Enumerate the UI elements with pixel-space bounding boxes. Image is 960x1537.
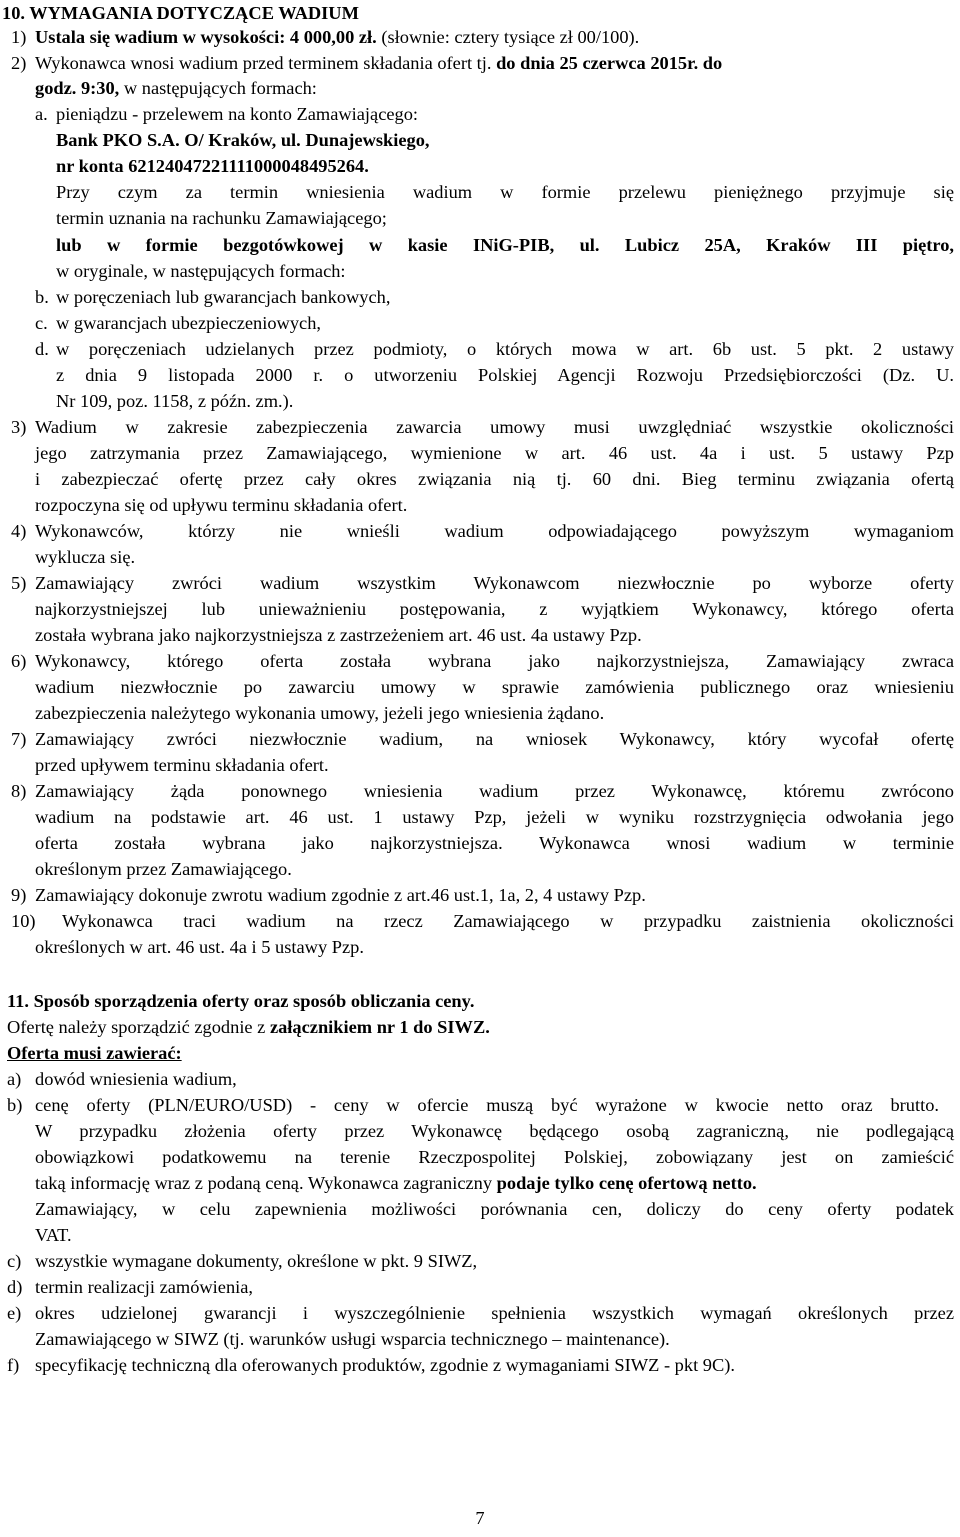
page-number: 7 <box>475 1508 485 1528</box>
document-page: 10. WYMAGANIA DOTYCZĄCE WADIUM 1) Ustala się wadium w wysokości: 4 000,00 zł. (słownie: cztery tysiące zł 00/100). 2) Wykonawca wnosi wadium przed terminem składania ofert tj. do dnia 25 czerwca 2015r. do godz. 9:30, w następujących formach: a. pieniądzu - przelewem na konto Zamawiającego: Bank PKO S.A. O/ Kraków, ul. Dunajewskiego, nr konta 62124047221111000048495264. Przy czym za termin wniesienia wadium w formie przelewu pieniężnego przyjmuje się termin uznania na rachunku Zamawiającego; lub w formie bezgotówkowej w kasie INiG-PIB, ul. Lubicz 25A, Kraków III piętro, w oryginale, w następujących formach: b. w poręczeniach lub gwarancjach bankowych, c. w gwarancjach ubezpieczeniowych, d. w poręczeniach udzielanych przez podmioty, o których mowa w art. 6b ust. 5 pkt. 2 ustawy z dnia 9 listopada 2000 r. o utworzeniu Polskiej Agencji Rozwoju Przedsiębiorczości (Dz. U. Nr 109, poz. 1158, z późn. zm.). 3) Wadium w zakresie zabezpieczenia zawarcia umowy musi uwzględniać wszystkie okoliczności jego zatrzymania przez Zamawiającego, wymienione w art. 46 ust. 4a i ust. 5 ustawy Pzp i zabezpieczać ofertę przez cały okres związania nią tj. 60 dni. Bieg terminu związania ofertą rozpoczyna się od upływu terminu składania ofert. 4) Wykonawców, którzy nie wnieśli wadium odpowiadającego powyższym wymaganiom wyklucza się. 5) Zamawiający zwróci wadium wszystkim Wykonawcom niezwłocznie po wyborze oferty najkorzystniejszej lub unieważnieniu postępowania, z wyjątkiem Wykonawcy, którego oferta została wybrana jako najkorzystniejsza z zastrzeżeniem art. 46 ust. 4a ustawy Pzp. 6) Wykonawcy, którego oferta została wybrana jako najkorzystniejsza, Zamawiający zwraca wadium niezwłocznie po zawarciu umowy w sprawie zamówienia publicznego oraz wniesieniu zabezpieczenia należytego wykonania umowy, jeżeli jego wniesienia żądano. 7) Zamawiający zwróci niezwłocznie wadium, na wniosek Wykonawcy, który wycofał ofertę przed upływem terminu składania ofert. 8) Zamawiający żąda ponownego wniesienia wadium przez Wykonawcę, któremu zwrócono wadium na podstawie art. 46 ust. 1 ustawy Pzp, jeżeli w wyniku rozstrzygnięcia odwołania jego oferta została wybrana jako najkorzystniejsza. Wykonawca wnosi wadium w terminie określonym przez Zamawiającego. 9) Zamawiający dokonuje zwrotu wadium zgodnie z art.46 ust.1, 1a, 2, 4 ustawy Pzp. 10) Wykonawca traci wadium na rzecz Zamawiającego w przypadku zaistnienia okoliczności określonych w art. 46 ust. 4a i 5 ustawy Pzp. 11. Sposób sporządzenia oferty oraz sposób obliczania ceny. Ofertę należy sporządzić zgodnie z załącznikiem nr 1 do SIWZ. Oferta musi zawierać: a) dowód wniesienia wadium, b) cenę oferty (PLN/EURO/USD) - ceny w ofercie muszą być wyrażone w kwocie netto oraz brutto. W przypadku złożenia oferty przez Wykonawcę będącego osobą zagraniczną, nie podlegającą obowiązkowi podatkowemu na terenie Rzeczpospolitej Polskiej, zobowiązany jest on zamieścić taką informację wraz z podaną ceną. Wykonawca zagraniczny podaje tylko cenę ofertową netto. Zamawiający, w celu zapewnienia możliwości porównania cen, doliczy do ceny oferty podatek VAT. c) wszystkie wymagane dokumenty, określone w pkt. 9 SIWZ, d) termin realizacji zamówienia, e) okres udzielonej gwarancji i wyszczególnienie spełnienia wszystkich wymagań określonych przez Zamawiającego w SIWZ (tj. warunków usługi wsparcia technicznego – maintenance). f) specyfikację techniczną dla oferowanych produktów, zgodnie z wymaganiami SIWZ - pkt 9C). 7 <box>0 0 960 1537</box>
